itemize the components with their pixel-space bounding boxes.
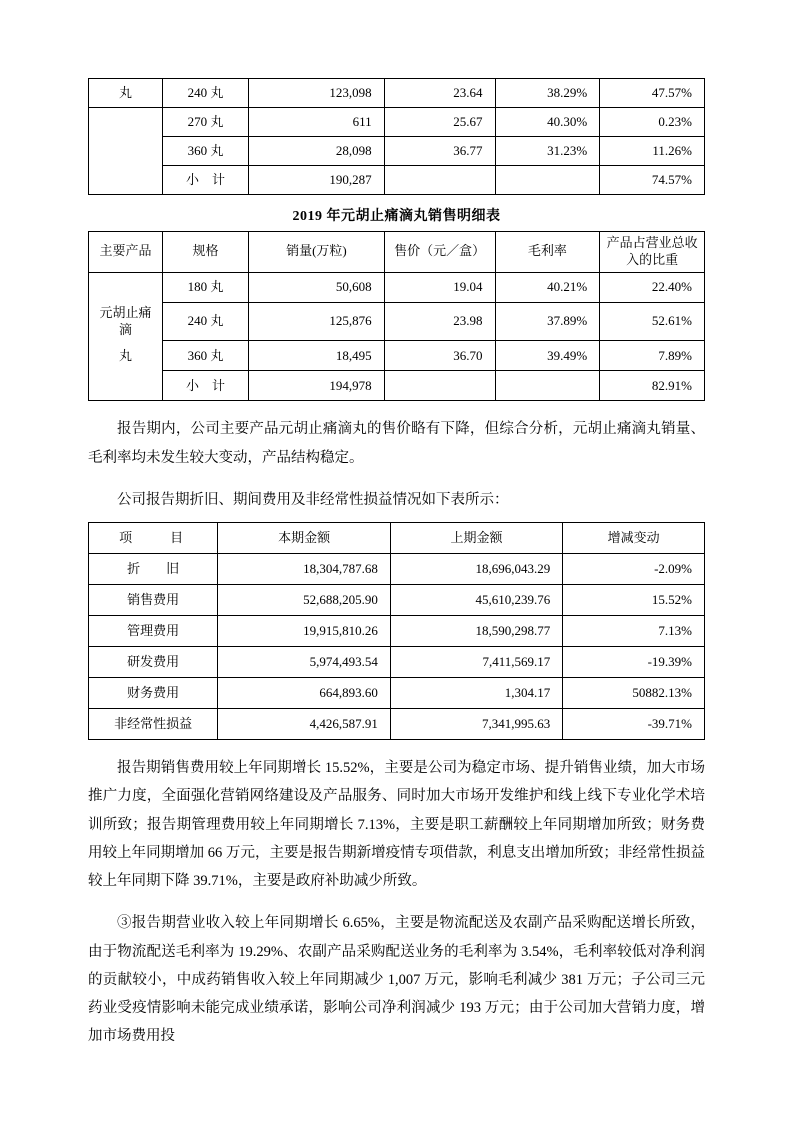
paragraph-revenue-analysis: ③报告期营业收入较上年同期增长 6.65%，主要是物流配送及农副产品采购配送增长所致，由于物流配送毛利率为 19.29%、农副产品采购配送业务的毛利率为 3.54%，毛利率较低对净利润的贡献较小，中成药销售收入较上年同期减少 1,007 万元，影响毛利减少 381 万元；子公司三元药业受疫情影响未能完成业绩承诺，影响公司净利润减少 193 万元；由于公司加大营销力度，增加市场费用投	[88, 915, 705, 1045]
cell-current-amount: 52,688,205.90	[218, 585, 390, 616]
table-depreciation-expense	[88, 522, 705, 740]
table-product-spec-continued	[88, 78, 705, 195]
cell-share: 22.40%	[600, 272, 705, 302]
cell-change: 50882.13%	[563, 678, 705, 709]
table-row	[89, 554, 705, 585]
cell-subtotal-label: 小 计	[162, 371, 248, 401]
cell-item: 折 旧	[89, 554, 218, 585]
table-row	[89, 79, 705, 108]
cell-volume: 125,876	[249, 302, 385, 341]
cell-current-amount: 664,893.60	[218, 678, 390, 709]
cell-margin: 38.29%	[495, 79, 600, 108]
table-row	[89, 137, 705, 166]
cell-margin	[495, 166, 600, 195]
cell-item: 研发费用	[89, 647, 218, 678]
cell-item: 销售费用	[89, 585, 218, 616]
cell-current-amount: 18,304,787.68	[218, 554, 390, 585]
cell-change: 15.52%	[563, 585, 705, 616]
cell-product: 丸	[89, 79, 163, 108]
header-volume: 销量(万粒)	[249, 232, 385, 273]
header-share: 产品占营业总收入的比重	[600, 232, 705, 273]
cell-price	[384, 166, 495, 195]
cell-subtotal-label: 小 计	[162, 166, 248, 195]
table-row-subtotal	[89, 371, 705, 401]
cell-share: 82.91%	[600, 371, 705, 401]
cell-prior-amount: 7,341,995.63	[390, 709, 562, 740]
table-row	[89, 341, 705, 371]
cell-volume: 28,098	[249, 137, 385, 166]
cell-margin: 39.49%	[495, 341, 600, 371]
cell-share: 11.26%	[600, 137, 705, 166]
cell-price: 25.67	[384, 108, 495, 137]
cell-share: 52.61%	[600, 302, 705, 341]
header-current-amount: 本期金额	[218, 523, 390, 554]
cell-change: 7.13%	[563, 616, 705, 647]
cell-spec: 360 丸	[162, 341, 248, 371]
table-row	[89, 647, 705, 678]
table-row-subtotal	[89, 166, 705, 195]
cell-change: -39.71%	[563, 709, 705, 740]
cell-price: 36.70	[384, 341, 495, 371]
cell-product: 元胡止痛滴	[89, 302, 163, 341]
cell-spec: 240 丸	[162, 79, 248, 108]
cell-item: 非经常性损益	[89, 709, 218, 740]
cell-margin: 40.30%	[495, 108, 600, 137]
cell-prior-amount: 45,610,239.76	[390, 585, 562, 616]
header-product: 主要产品	[89, 232, 163, 273]
cell-price: 36.77	[384, 137, 495, 166]
header-spec: 规格	[162, 232, 248, 273]
paragraph-product-analysis: 报告期内，公司主要产品元胡止痛滴丸的售价略有下降，但综合分析，元胡止痛滴丸销量、毛利率均未发生较大变动，产品结构稳定。	[88, 421, 705, 466]
cell-volume: 50,608	[249, 272, 385, 302]
cell-current-amount: 19,915,810.26	[218, 616, 390, 647]
table-row	[89, 585, 705, 616]
cell-volume: 194,978	[249, 371, 385, 401]
cell-price: 19.04	[384, 272, 495, 302]
table-row	[89, 302, 705, 341]
cell-volume: 123,098	[249, 79, 385, 108]
cell-volume: 18,495	[249, 341, 385, 371]
table-row	[89, 272, 705, 302]
cell-product	[89, 108, 163, 137]
header-prior-amount: 上期金额	[390, 523, 562, 554]
cell-change: -19.39%	[563, 647, 705, 678]
cell-share: 74.57%	[600, 166, 705, 195]
paragraph-expense-intro: 公司报告期折旧、期间费用及非经常性损益情况如下表所示：	[117, 491, 509, 508]
header-change: 增减变动	[563, 523, 705, 554]
cell-margin: 40.21%	[495, 272, 600, 302]
table-caption-sales: 2019 年元胡止痛滴丸销售明细表	[292, 209, 501, 224]
cell-spec: 240 丸	[162, 302, 248, 341]
cell-product: 丸	[89, 341, 163, 371]
cell-prior-amount: 18,590,298.77	[390, 616, 562, 647]
cell-margin: 37.89%	[495, 302, 600, 341]
table-sales-detail	[88, 231, 705, 401]
cell-price	[384, 371, 495, 401]
cell-prior-amount: 1,304.17	[390, 678, 562, 709]
header-margin: 毛利率	[495, 232, 600, 273]
table-header-row	[89, 523, 705, 554]
header-price: 售价（元／盒）	[384, 232, 495, 273]
cell-current-amount: 4,426,587.91	[218, 709, 390, 740]
cell-share: 0.23%	[600, 108, 705, 137]
cell-price: 23.98	[384, 302, 495, 341]
cell-volume: 190,287	[249, 166, 385, 195]
table-row	[89, 616, 705, 647]
cell-volume: 611	[249, 108, 385, 137]
cell-prior-amount: 7,411,569.17	[390, 647, 562, 678]
table-row	[89, 678, 705, 709]
paragraph-expense-analysis: 报告期销售费用较上年同期增长 15.52%，主要是公司为稳定市场、提升销售业绩，加大市场推广力度，全面强化营销网络建设及产品服务、同时加大市场开发维护和线上线下专业化学术培训所致；报告期管理费用较上年同期增长 7.13%，主要是职工薪酬较上年同期增加所致；财务费用较上年同期增加 66 万元，主要是报告期新增疫情专项借款，利息支出增加所致；非经常性损益较上年同期下降 39.71%，主要是政府补助减少所致。	[88, 760, 705, 890]
cell-item: 财务费用	[89, 678, 218, 709]
cell-product	[89, 272, 163, 302]
cell-change: -2.09%	[563, 554, 705, 585]
cell-spec: 270 丸	[162, 108, 248, 137]
cell-product	[89, 137, 163, 166]
cell-prior-amount: 18,696,043.29	[390, 554, 562, 585]
cell-spec: 360 丸	[162, 137, 248, 166]
table-row	[89, 108, 705, 137]
cell-price: 23.64	[384, 79, 495, 108]
cell-item: 管理费用	[89, 616, 218, 647]
header-item: 项 目	[89, 523, 218, 554]
cell-margin	[495, 371, 600, 401]
cell-product	[89, 371, 163, 401]
cell-spec: 180 丸	[162, 272, 248, 302]
table-row	[89, 709, 705, 740]
cell-product	[89, 166, 163, 195]
cell-share: 7.89%	[600, 341, 705, 371]
cell-current-amount: 5,974,493.54	[218, 647, 390, 678]
table-header-row	[89, 232, 705, 273]
cell-margin: 31.23%	[495, 137, 600, 166]
cell-share: 47.57%	[600, 79, 705, 108]
